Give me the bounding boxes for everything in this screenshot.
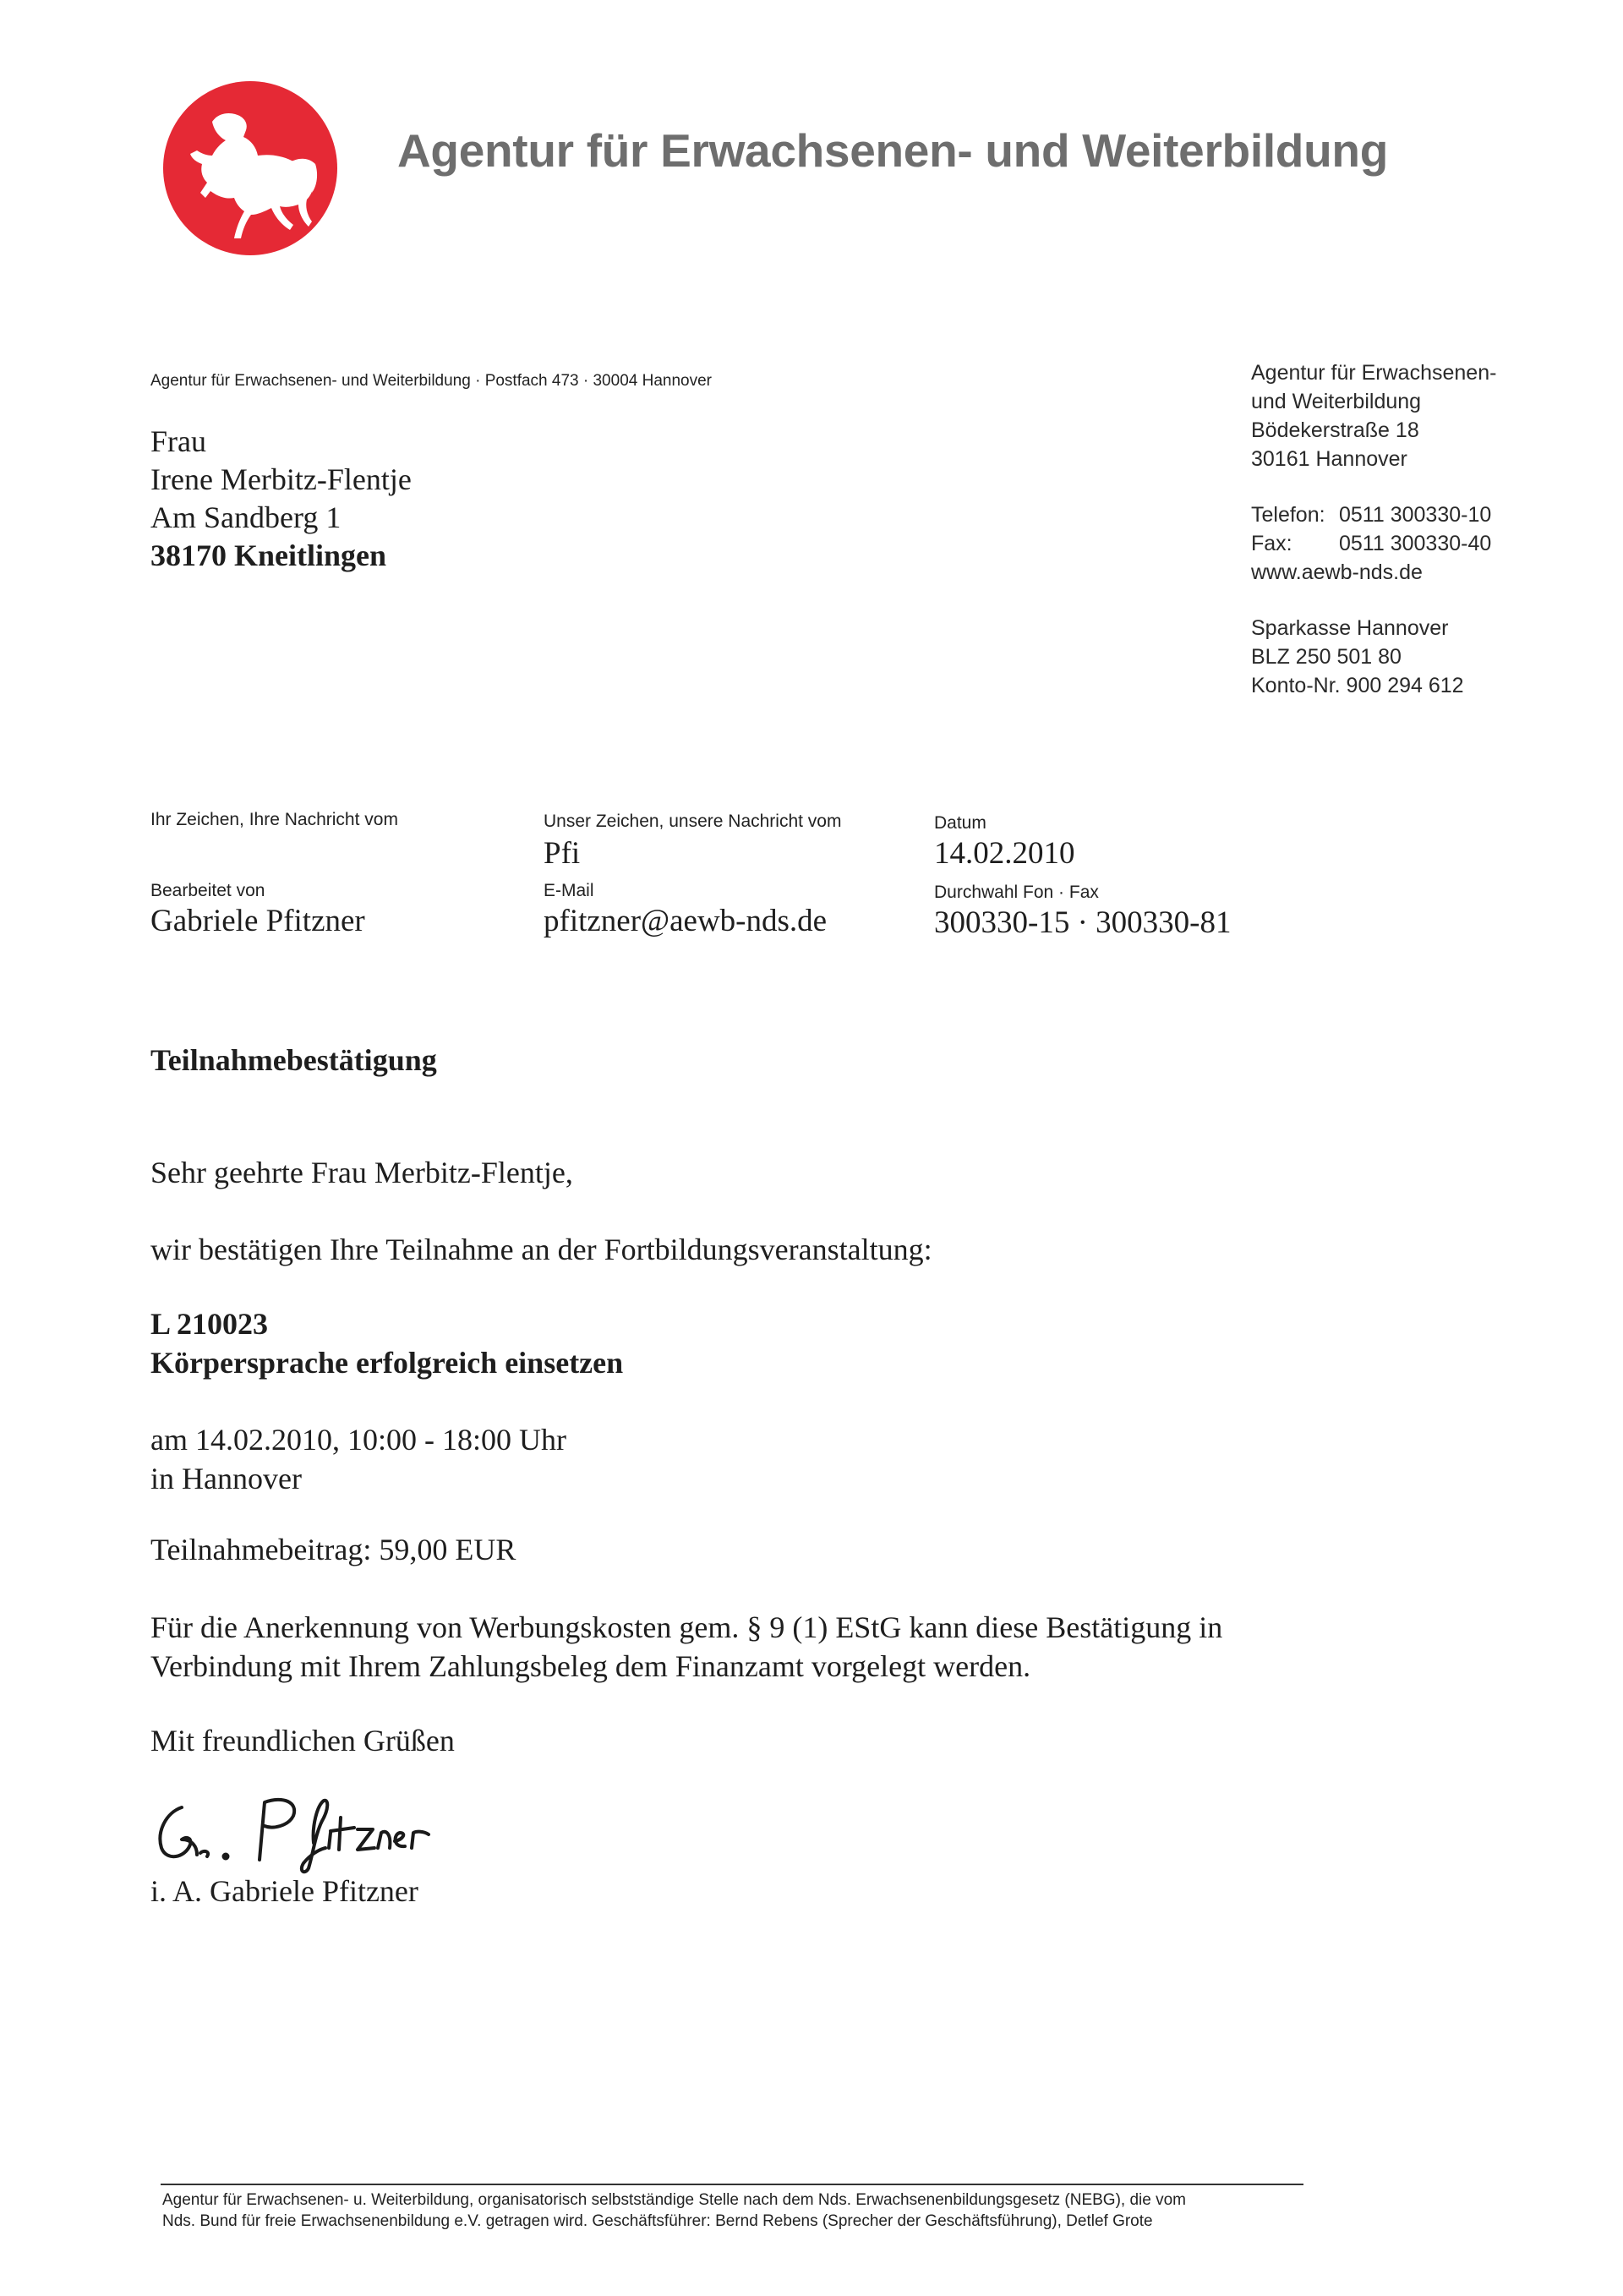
- horse-logo-icon: [163, 81, 337, 255]
- fax-label: Fax:: [1251, 532, 1292, 555]
- org-city: 30161 Hannover: [1251, 447, 1407, 471]
- closing-text: Mit freundlichen Grüßen: [150, 1724, 455, 1758]
- fee-text: Teilnahmebeitrag: 59,00 EUR: [150, 1533, 516, 1566]
- date-label: Datum: [934, 813, 986, 833]
- letter-closing: [150, 1721, 455, 1760]
- tax-note: [150, 1608, 1222, 1686]
- signer-name: i. A. Gabriele Pfitzner: [150, 1874, 418, 1908]
- direct-dial-value: 300330-15 · 300330-81: [934, 905, 1232, 940]
- recipient-city: 38170 Kneitlingen: [150, 538, 387, 572]
- course-code: L 210023: [150, 1307, 269, 1341]
- phone-label: Telefon:: [1251, 503, 1325, 527]
- intro-text: wir bestätigen Ihre Teilnahme an der Fortbildungsveranstaltung:: [150, 1233, 932, 1266]
- our-reference-value: Pfi: [544, 836, 581, 871]
- org-bank: Sparkasse Hannover: [1251, 616, 1449, 640]
- phone-value: 0511 300330-10: [1339, 503, 1492, 527]
- recipient-address: [150, 423, 412, 575]
- recipient-street: Am Sandberg 1: [150, 500, 342, 534]
- org-account: Konto-Nr. 900 294 612: [1251, 674, 1464, 697]
- org-street: Bödekerstraße 18: [1251, 418, 1419, 442]
- footer-line1: Agentur für Erwachsenen- u. Weiterbildung, organisatorisch selbstständige Stelle nach dem Nds. Erwachsenenbildungsgesetz (NEBG), die vom: [162, 2191, 1186, 2209]
- org-phone: [1251, 500, 1496, 529]
- email-label: E-Mail: [544, 881, 594, 900]
- org-blz: BLZ 250 501 80: [1251, 645, 1402, 669]
- tax-note-line2: Verbindung mit Ihrem Zahlungsbeleg dem Finanzamt vorgelegt werden.: [150, 1649, 1031, 1683]
- course-schedule: [150, 1420, 566, 1498]
- footer-legal: [162, 2189, 1186, 2232]
- course-location: in Hannover: [150, 1462, 302, 1495]
- org-website: www.aewb-nds.de: [1251, 560, 1423, 584]
- email-value: pfitzner@aewb-nds.de: [544, 904, 828, 938]
- organization-contact-block: [1251, 358, 1496, 700]
- handwritten-signature: [148, 1784, 452, 1877]
- org-name-line1: Agentur für Erwachsenen-: [1251, 361, 1497, 385]
- signer: [150, 1872, 418, 1911]
- your-reference-label: Ihr Zeichen, Ihre Nachricht vom: [150, 810, 398, 829]
- footer-line2: Nds. Bund für freie Erwachsenenbildung e.V. getragen wird. Geschäftsführer: Bernd Rebens (Sprecher der Geschäftsführung), Detlef Grote: [162, 2212, 1153, 2230]
- greeting-text: Sehr geehrte Frau Merbitz-Flentje,: [150, 1156, 573, 1189]
- course-title: Körpersprache erfolgreich einsetzen: [150, 1346, 624, 1380]
- our-reference-label: Unser Zeichen, unsere Nachricht vom: [544, 812, 842, 831]
- tax-note-line1: Für die Anerkennung von Werbungskosten gem. § 9 (1) EStG kann diese Bestätigung in: [150, 1610, 1223, 1644]
- fax-value: 0511 300330-40: [1339, 532, 1492, 555]
- letter-subject: Teilnahmebestätigung: [150, 1043, 437, 1077]
- direct-dial-label: Durchwahl Fon · Fax: [934, 883, 1099, 902]
- course-date-time: am 14.02.2010, 10:00 - 18:00 Uhr: [150, 1423, 566, 1457]
- date-value: 14.02.2010: [934, 836, 1075, 871]
- org-name-line2: und Weiterbildung: [1251, 390, 1422, 413]
- footer-divider: [161, 2184, 1303, 2185]
- handled-by-label: Bearbeitet von: [150, 881, 265, 900]
- course-block: [150, 1304, 623, 1382]
- sender-return-address: Agentur für Erwachsenen- und Weiterbildung · Postfach 473 · 30004 Hannover: [150, 372, 712, 390]
- course-fee: [150, 1530, 516, 1569]
- organization-title: Agentur für Erwachsenen- und Weiterbildung: [397, 124, 1388, 177]
- recipient-salutation: Frau: [150, 424, 206, 458]
- letter-greeting: [150, 1153, 573, 1192]
- org-fax: [1251, 529, 1496, 558]
- letter-intro: [150, 1230, 932, 1269]
- handled-by-value: Gabriele Pfitzner: [150, 904, 365, 938]
- recipient-name: Irene Merbitz-Flentje: [150, 462, 412, 496]
